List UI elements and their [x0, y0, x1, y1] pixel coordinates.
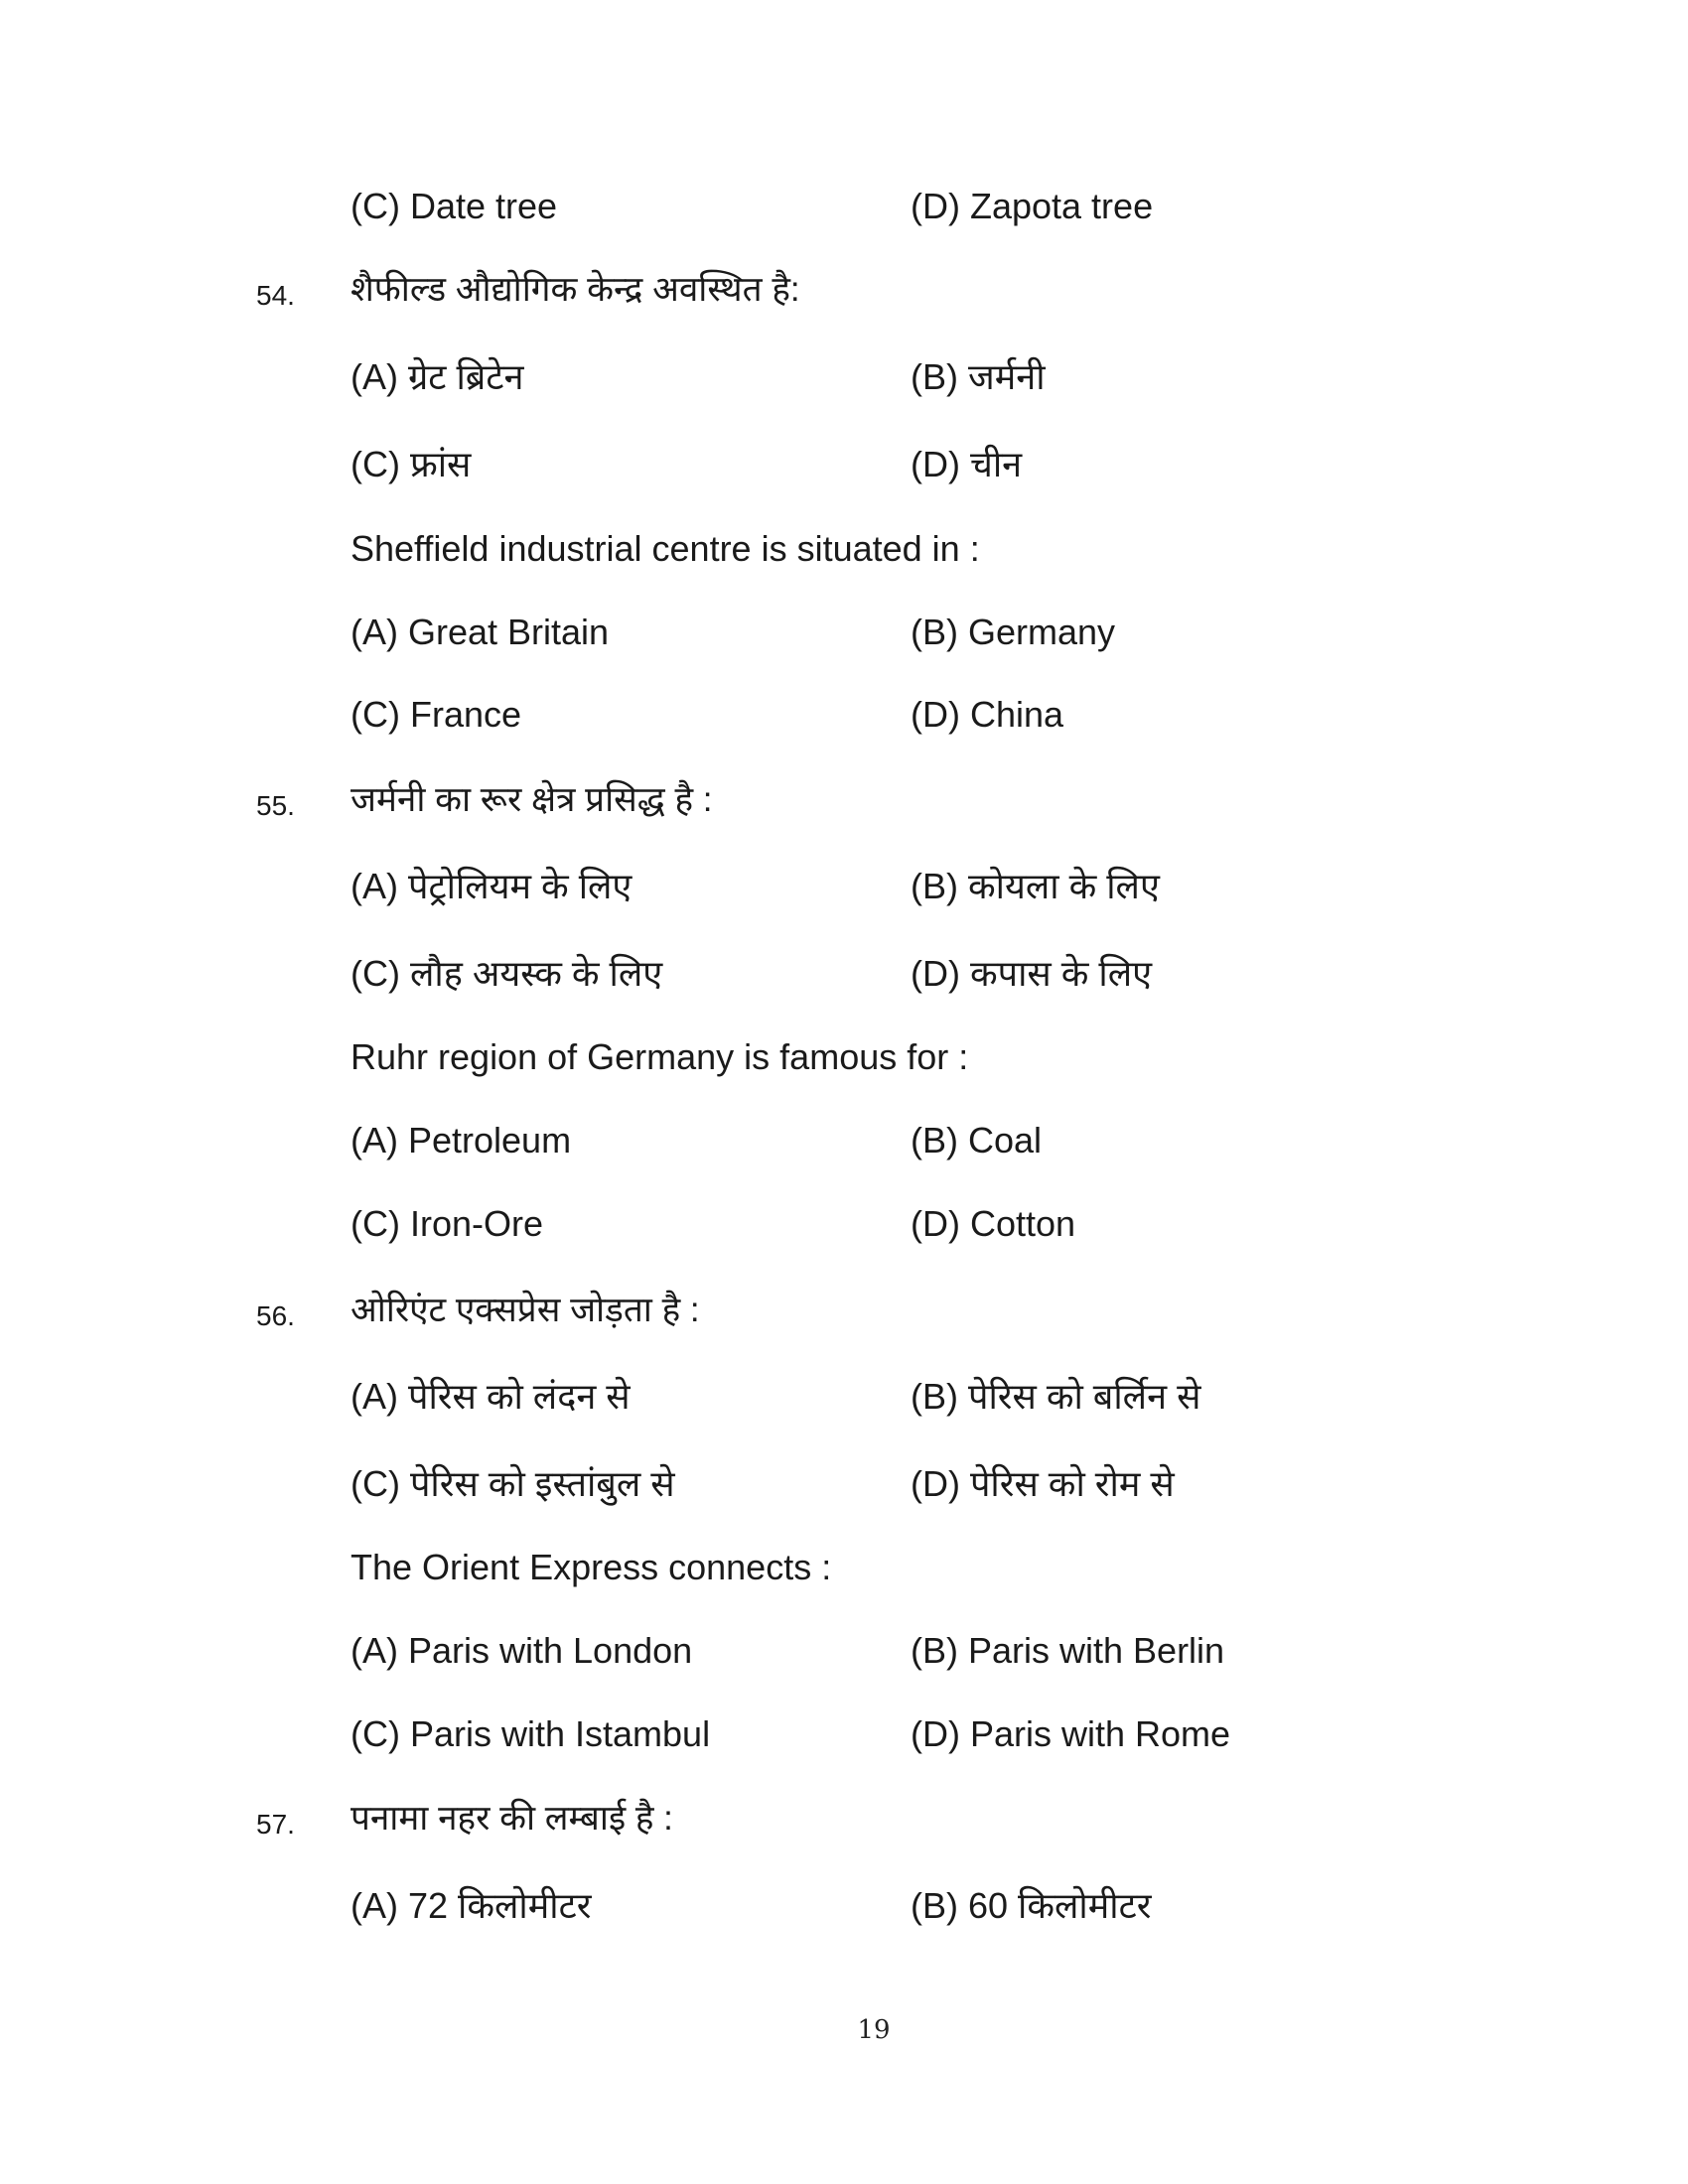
q56-english-options-ab — [0, 1621, 1688, 1681]
question-text-english: Ruhr region of Germany is famous for : — [351, 1036, 969, 1077]
option-b-english: (B) Coal — [911, 1120, 1043, 1160]
question-text-hindi: शैफील्ड औद्योगिक केन्द्र अवस्थित है: — [351, 270, 800, 309]
option-b-english: (B) Germany — [911, 612, 1116, 652]
q53-option-c: (C) Date tree — [351, 186, 558, 226]
option-d-english: (D) Paris with Rome — [911, 1713, 1231, 1754]
q54-english-options-ab — [0, 603, 1688, 662]
option-b-hindi: (B) कोयला के लिए — [911, 866, 1160, 906]
option-a-english: (A) Petroleum — [351, 1120, 572, 1160]
q55-english-question — [0, 1027, 1688, 1087]
option-c-hindi: (C) लौह अयस्क के लिए — [351, 953, 663, 994]
option-a-hindi: (A) ग्रेट ब्रिटेन — [351, 356, 524, 397]
q54-hindi-question — [0, 260, 1688, 320]
q54-hindi-options-ab — [0, 347, 1688, 407]
question-number: 54. — [256, 280, 295, 311]
q55-hindi-options-ab — [0, 857, 1688, 916]
q56-hindi-options-ab — [0, 1367, 1688, 1427]
option-c-english: (C) France — [351, 694, 522, 735]
question-number: 55. — [256, 790, 295, 821]
question-number: 56. — [256, 1300, 295, 1331]
q55-english-options-cd — [0, 1194, 1688, 1254]
option-c-hindi: (C) फ्रांस — [351, 444, 472, 484]
q57-hindi-question — [0, 1789, 1688, 1848]
question-text-hindi: पनामा नहर की लम्बाई है : — [351, 1799, 673, 1838]
option-c-hindi: (C) पेरिस को इस्तांबुल से — [351, 1463, 675, 1504]
q56-hindi-question — [0, 1281, 1688, 1340]
option-c-english: (C) Iron-Ore — [351, 1203, 544, 1244]
q57-hindi-options-ab — [0, 1876, 1688, 1936]
question-text-hindi: जर्मनी का रूर क्षेत्र प्रसिद्ध है : — [351, 780, 713, 819]
q56-english-options-cd — [0, 1705, 1688, 1764]
q54-english-options-cd — [0, 685, 1688, 745]
q53-option-d: (D) Zapota tree — [911, 186, 1154, 226]
question-number: 57. — [256, 1809, 295, 1840]
q55-hindi-options-cd — [0, 944, 1688, 1004]
question-text-hindi: ओरिएंट एक्सप्रेस जोड़ता है : — [351, 1291, 700, 1329]
q56-hindi-options-cd — [0, 1454, 1688, 1514]
option-d-hindi: (D) पेरिस को रोम से — [911, 1463, 1175, 1504]
option-d-english: (D) China — [911, 694, 1064, 735]
question-text-english: Sheffield industrial centre is situated in : — [351, 528, 980, 569]
option-a-english: (A) Great Britain — [351, 612, 610, 652]
option-b-hindi: (B) पेरिस को बर्लिन से — [911, 1376, 1201, 1417]
question-text-english: The Orient Express connects : — [351, 1547, 832, 1587]
page-number: 19 — [857, 2015, 891, 2045]
option-b-english: (B) Paris with Berlin — [911, 1630, 1225, 1671]
q54-english-question — [0, 519, 1688, 579]
option-a-english: (A) Paris with London — [351, 1630, 693, 1671]
option-d-english: (D) Cotton — [911, 1203, 1076, 1244]
option-a-hindi: (A) 72 किलोमीटर — [351, 1885, 592, 1926]
q54-hindi-options-cd — [0, 435, 1688, 494]
q56-english-question — [0, 1538, 1688, 1597]
q55-english-options-ab — [0, 1111, 1688, 1170]
option-a-hindi: (A) पेट्रोलियम के लिए — [351, 866, 633, 906]
option-a-hindi: (A) पेरिस को लंदन से — [351, 1376, 631, 1417]
option-c-english: (C) Paris with Istambul — [351, 1713, 711, 1754]
q53-options-row-cd — [0, 177, 1688, 236]
option-b-hindi: (B) 60 किलोमीटर — [911, 1885, 1152, 1926]
option-d-hindi: (D) चीन — [911, 444, 1023, 484]
q55-hindi-question — [0, 770, 1688, 830]
option-b-hindi: (B) जर्मनी — [911, 356, 1046, 397]
option-d-hindi: (D) कपास के लिए — [911, 953, 1153, 994]
